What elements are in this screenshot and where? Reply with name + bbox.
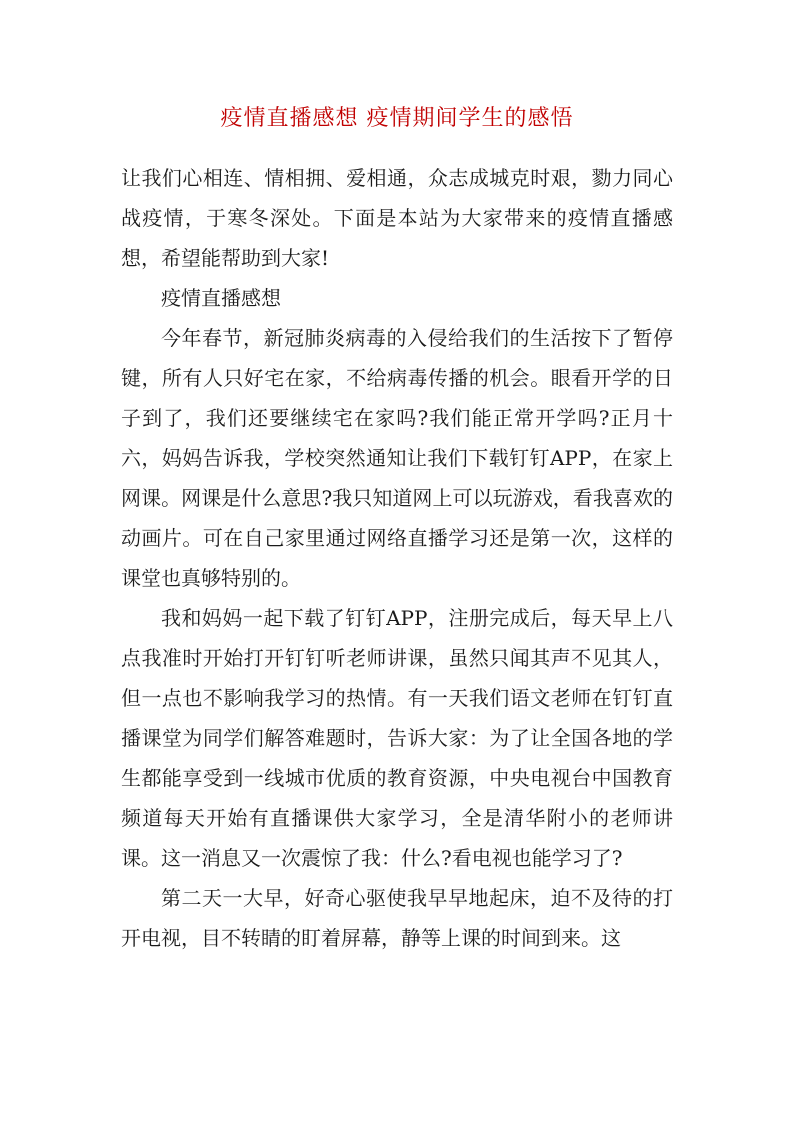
paragraph-intro: 让我们心相连、情相拥、爱相通，众志成城克时艰，勠力同心战疫情，于寒冬深处。下面是本站为大家带来的疫情直播感想，希望能帮助到大家! xyxy=(121,166,673,270)
paragraph: 我和妈妈一起下载了钉钉APP，注册完成后，每天早上八点我准时开始打开钉钉听老师讲课，虽然只闻其声不见其人，但一点也不影响我学习的热情。有一天我们语文老师在钉钉直播课堂为同学们解答难题时，告诉大家：为了让全国各地的学生都能享受到一线城市优质的教育资源，中央电视台中国教育频道每天开始有直播课供大家学习，全是清华附小的老师讲课。这一消息又一次震惊了我：什么?看电视也能学习了? xyxy=(121,606,673,870)
paragraph: 第二天一大早，好奇心驱使我早早地起床，迫不及待的打开电视，目不转睛的盯着屏幕，静等上课的时间到来。这 xyxy=(121,886,673,950)
section-heading: 疫情直播感想 xyxy=(161,286,281,310)
document-body xyxy=(121,158,673,958)
document-title: 疫情直播感想 疫情期间学生的感悟 xyxy=(220,106,574,131)
paragraph: 今年春节，新冠肺炎病毒的入侵给我们的生活按下了暂停键，所有人只好宅在家，不给病毒传播的机会。眼看开学的日子到了，我们还要继续宅在家吗?我们能正常开学吗?正月十六，妈妈告诉我，学校突然通知让我们下载钉钉APP，在家上网课。网课是什么意思?我只知道网上可以玩游戏，看我喜欢的动画片。可在自己家里通过网络直播学习还是第一次，这样的课堂也真够特别的。 xyxy=(121,326,673,590)
